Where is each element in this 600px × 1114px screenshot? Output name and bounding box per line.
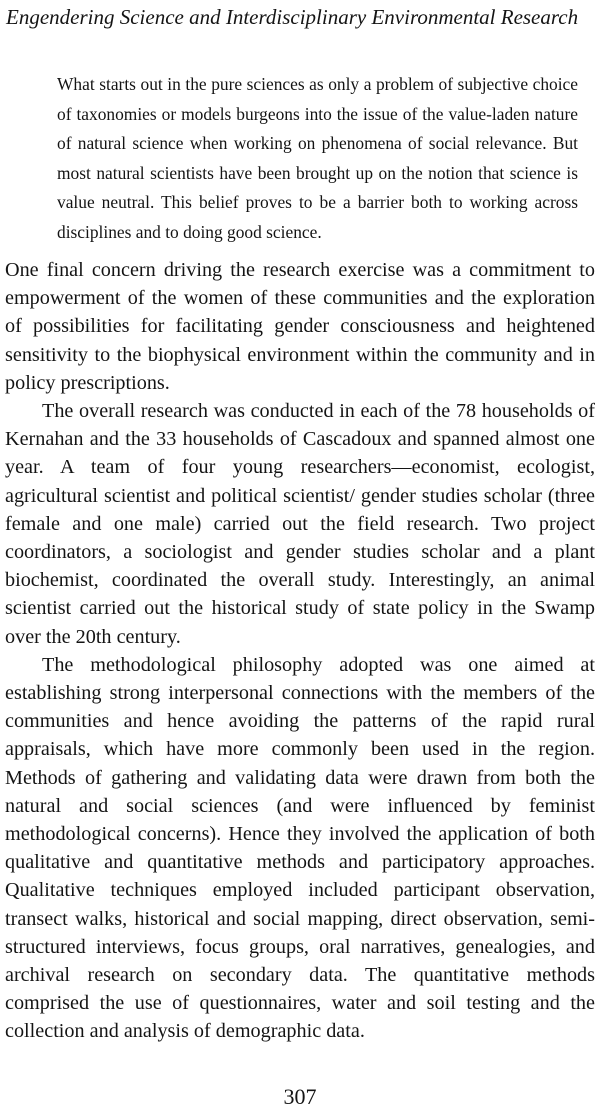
paragraph-overall-research: The overall research was conducted in each of the 78 households of Kernahan and the 33 households of Cascadoux and spanned almost one year. A team of four young researchers—economist, ecologist, agricultural scientist and political scientist/ gender studies scholar (three female and one male) carried out the field research. Two project coordinators, a sociologist and gender studies scholar and a plant biochemist, coordinated the overall study. Interestingly, an animal scientist carried out the historical study of state policy in the Swamp over the 20th century. xyxy=(5,400,595,648)
page-number: 307 xyxy=(283,1084,317,1109)
body-text xyxy=(5,256,595,1046)
running-head: Engendering Science and Interdisciplinary Environmental Research xyxy=(6,5,579,29)
paragraph-methodological-philosophy: The methodological philosophy adopted was one aimed at establishing strong interpersonal connections with the members of the communities and hence avoiding the patterns of the rapid rural appraisals, which have more commonly been used in the region. Methods of gathering and validating data were drawn from both the natural and social sciences (and were influenced by feminist methodological concerns). Hence they involved the application of both qualitative and quantitative methods and participatory approaches. Qualitative techniques employed included participant observation, transect walks, historical and social mapping, direct observation, semi-structured interviews, focus groups, oral narratives, genealogies, and archival research on secondary data. The quantitative methods comprised the use of questionnaires, water and soil testing and the collection and analysis of demographic data. xyxy=(5,653,595,1043)
block-quote: What starts out in the pure sciences as only a problem of subjective choice of taxonomies or models burgeons into the issue of the value-laden nature of natural science when working on phenomena of social relevance. But most natural scientists have been brought up on the notion that science is value neutral. This belief proves to be a barrier both to working across disciplines and to doing good science. xyxy=(57,74,578,242)
paragraph-final-concern: One final concern driving the research exercise was a commitment to empowerment of the women of these communities and the exploration of possibilities for facilitating gender consciousness and heightened sensitivity to the biophysical environment within the community and in policy prescriptions. xyxy=(5,259,595,394)
